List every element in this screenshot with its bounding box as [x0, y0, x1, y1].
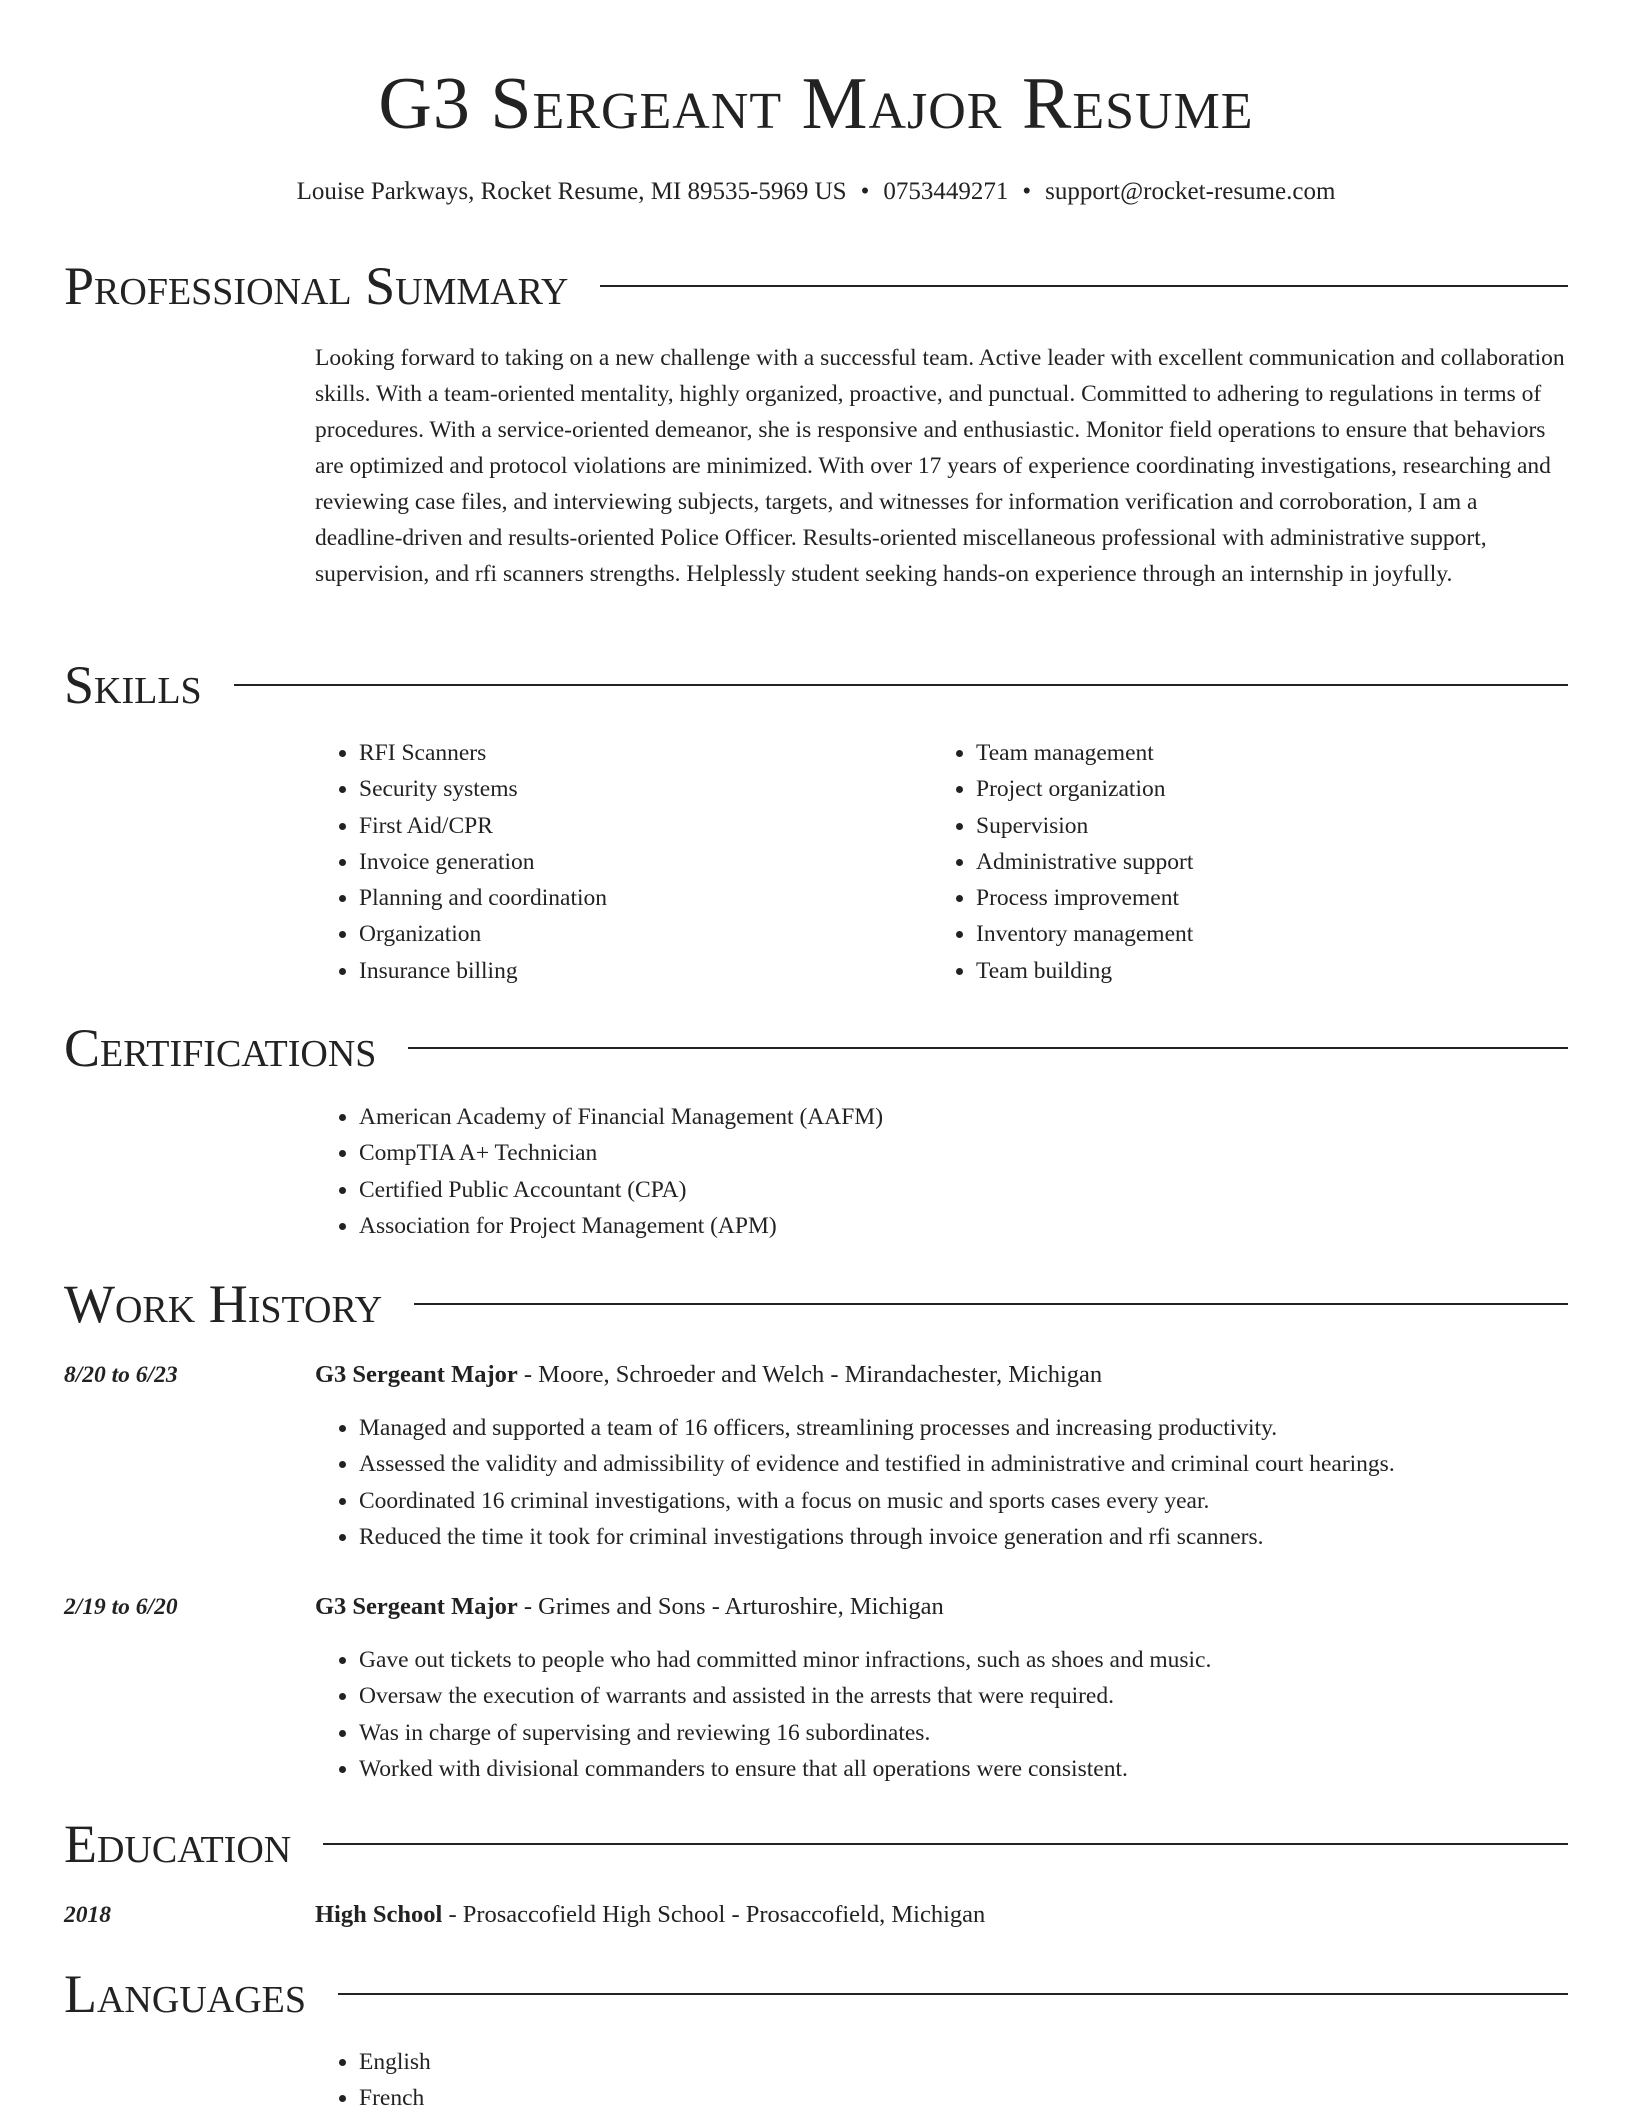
- skill-item: • Team management: [976, 735, 1576, 771]
- skill-item: • Planning and coordination: [359, 880, 919, 916]
- section-title: Skills: [64, 655, 202, 715]
- section-divider: [234, 684, 1568, 686]
- section-heading-education: [64, 1814, 1568, 1874]
- certification-item: • Certified Public Accountant (CPA): [359, 1172, 1559, 1208]
- job-bullet: • Reduced the time it took for criminal investigations through invoice generation and rfi scanners.: [359, 1519, 1619, 1555]
- section-heading-skills: [64, 655, 1568, 715]
- section-heading-summary: [64, 256, 1568, 316]
- certification-item: • CompTIA A+ Technician: [359, 1135, 1559, 1171]
- section-divider: [408, 1047, 1568, 1049]
- job-dates: 8/20 to 6/23: [64, 1362, 178, 1388]
- language-item: • French: [359, 2080, 959, 2116]
- summary-text: Looking forward to taking on a new challenge with a successful team. Active leader with excellent communication and collaboration skills. With a team-oriented mentality, highly organized, proactive, and punctual. Committed to adhering to regulations in terms of procedures. With a service-oriented demeanor, she is responsive and enthusiastic. Monitor field operations to ensure that behaviors are optimized and protocol violations are minimized. With over 17 years of experience coordinating investigations, researching and reviewing case files, and interviewing subjects, targets, and witnesses for information verification and corroboration, I am a deadline-driven and results-oriented Police Officer. Results-oriented miscellaneous professional with administrative support, supervision, and rfi scanners strengths. Helplessly student seeking hands-on experience through an internship in joyfully.: [315, 345, 1565, 587]
- language-item: • English: [359, 2044, 959, 2080]
- contact-address: Louise Parkways, Rocket Resume, MI 89535-5969 US: [296, 178, 847, 205]
- job-dates: 2/19 to 6/20: [64, 1594, 178, 1620]
- skill-item: • Process improvement: [976, 880, 1576, 916]
- section-divider: [338, 1993, 1568, 1995]
- section-divider: [323, 1843, 1568, 1845]
- job-header: [315, 1591, 944, 1623]
- contact-separator: •: [1022, 178, 1032, 205]
- job-bullet: • Was in charge of supervising and reviewing 16 subordinates.: [359, 1715, 1619, 1751]
- job-employer-location: - Moore, Schroeder and Welch - Mirandachester, Michigan: [517, 1361, 1103, 1388]
- job-bullet: • Coordinated 16 criminal investigations, with a focus on music and sports cases every year.: [359, 1483, 1619, 1519]
- skill-item: • Inventory management: [976, 916, 1576, 952]
- education-degree: High School: [315, 1901, 443, 1928]
- job-header: [315, 1359, 1102, 1391]
- contact-separator: •: [860, 178, 870, 205]
- job-employer-location: - Grimes and Sons - Arturoshire, Michigan: [517, 1593, 944, 1620]
- section-title: Languages: [64, 1964, 306, 2024]
- education-year: 2018: [64, 1902, 111, 1928]
- job-bullets: [315, 1642, 1619, 1787]
- contact-line: [0, 176, 1632, 208]
- skill-item: • Supervision: [976, 808, 1576, 844]
- skill-item: • Insurance billing: [359, 953, 919, 989]
- skill-item: • Project organization: [976, 771, 1576, 807]
- certification-item: • Association for Project Management (APM): [359, 1208, 1559, 1244]
- skill-item: • First Aid/CPR: [359, 808, 919, 844]
- section-title: Professional Summary: [64, 256, 569, 316]
- section-title: Certifications: [64, 1018, 377, 1078]
- resume-title: G3 Sergeant Major Resume: [378, 63, 1254, 145]
- job-bullets: [315, 1410, 1619, 1555]
- skill-item: • RFI Scanners: [359, 735, 919, 771]
- skill-item: • Organization: [359, 916, 919, 952]
- education-school-location: - Prosaccofield High School - Prosaccofield, Michigan: [442, 1901, 986, 1928]
- job-title: G3 Sergeant Major: [315, 1361, 518, 1388]
- contact-phone: 0753449271: [883, 178, 1009, 205]
- job-bullet: • Managed and supported a team of 16 officers, streamlining processes and increasing productivity.: [359, 1410, 1619, 1446]
- languages-list: [315, 2044, 959, 2117]
- section-divider: [414, 1303, 1568, 1305]
- skill-item: • Team building: [976, 953, 1576, 989]
- skill-item: • Security systems: [359, 771, 919, 807]
- section-heading-work-history: [64, 1274, 1568, 1334]
- job-bullet: • Gave out tickets to people who had committed minor infractions, such as shoes and music.: [359, 1642, 1619, 1678]
- section-title: Work History: [64, 1274, 383, 1334]
- job-bullet: • Worked with divisional commanders to ensure that all operations were consistent.: [359, 1751, 1619, 1787]
- section-divider: [600, 285, 1568, 287]
- section-heading-certifications: [64, 1018, 1568, 1078]
- contact-email[interactable]: support@rocket-resume.com: [1045, 178, 1336, 205]
- job-bullet: • Assessed the validity and admissibility of evidence and testified in administrative and criminal court hearings.: [359, 1446, 1619, 1482]
- skills-list-right: [932, 735, 1576, 989]
- education-entry: [315, 1899, 985, 1931]
- job-bullet: • Oversaw the execution of warrants and assisted in the arrests that were required.: [359, 1678, 1619, 1714]
- skills-list-left: [315, 735, 919, 989]
- section-title: Education: [64, 1814, 292, 1874]
- job-title: G3 Sergeant Major: [315, 1593, 518, 1620]
- section-heading-languages: [64, 1964, 1568, 2024]
- skill-item: • Administrative support: [976, 844, 1576, 880]
- certifications-list: [315, 1099, 1559, 1244]
- skill-item: • Invoice generation: [359, 844, 919, 880]
- certification-item: • American Academy of Financial Management (AAFM): [359, 1099, 1559, 1135]
